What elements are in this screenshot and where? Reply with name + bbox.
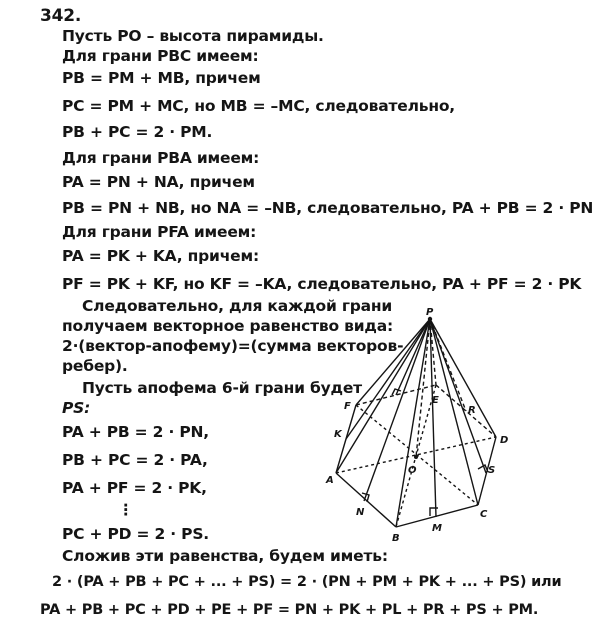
edge-ab bbox=[336, 473, 396, 527]
eq-result: PA + PB = 2 · PN bbox=[451, 199, 593, 217]
label-r: R bbox=[468, 405, 476, 416]
eq-row-7 bbox=[62, 274, 581, 294]
right-angle-m bbox=[430, 508, 438, 516]
label-d: D bbox=[500, 435, 509, 446]
eq-pb: PB = PM + MB, bbox=[62, 69, 191, 87]
edge-pd bbox=[430, 319, 496, 437]
eq-tail: следовательно, bbox=[315, 97, 455, 115]
eq-pc: PC = PM + MC, bbox=[62, 97, 190, 115]
para-line-2: получаем векторное равенство вида: bbox=[62, 317, 393, 335]
eq-row-5 bbox=[62, 198, 593, 218]
eq-pa2: PA = PK + KA, bbox=[62, 247, 183, 265]
eq-pf: PF = PK + KF, bbox=[62, 275, 179, 293]
eq-mid: но NA = –NB, bbox=[190, 199, 302, 217]
eq-mid: но MB = –MC, bbox=[194, 97, 311, 115]
para-line-3: 2·(вектор-апофему)=(сумма векторов- bbox=[62, 337, 404, 355]
sum-eq-2: PA + PB + PC + PD + PE + PF = PN + PK + PL + PR + PS + PM. bbox=[40, 602, 539, 618]
pyramid-edges bbox=[336, 319, 496, 527]
problem-number: 342. bbox=[40, 6, 82, 26]
label-b: B bbox=[392, 533, 400, 544]
label-s: S bbox=[488, 465, 496, 476]
eq-tail: причем bbox=[195, 69, 261, 87]
label-m: M bbox=[432, 523, 442, 534]
eq-pb2: PB = PN + NB, bbox=[62, 199, 186, 217]
eq-tail: причем: bbox=[187, 247, 259, 265]
list-eq-2: PB + PC = 2 · PA, bbox=[62, 451, 208, 469]
eq-mid: но KF = –KA, bbox=[183, 275, 293, 293]
para-line-7: Сложив эти равенства, будем иметь: bbox=[62, 547, 388, 565]
text-face-pba: Для грани PBA имеем: bbox=[62, 149, 260, 167]
label-e: E bbox=[432, 395, 439, 406]
eq-row-2 bbox=[62, 96, 455, 116]
label-c: C bbox=[480, 509, 488, 520]
edge-pb bbox=[396, 319, 430, 527]
eq-row-3: PB + PC = 2 · PM. bbox=[62, 123, 213, 141]
label-f: F bbox=[344, 401, 351, 412]
para-line-4: ребер). bbox=[62, 357, 128, 375]
para-line-6: PS: bbox=[62, 399, 91, 417]
eq-tail: следовательно, bbox=[307, 199, 447, 217]
text-line-height bbox=[62, 26, 324, 46]
apothem-pk bbox=[346, 319, 430, 439]
eq-row-1 bbox=[62, 68, 261, 88]
apothem-pl bbox=[396, 319, 430, 395]
text: Пусть PO – высота пирамиды. bbox=[62, 27, 324, 45]
list-eq-1: PA + PB = 2 · PN, bbox=[62, 423, 209, 441]
eq-row-4 bbox=[62, 172, 255, 192]
list-eq-4: PC + PD = 2 · PS. bbox=[62, 525, 209, 543]
label-o: O bbox=[408, 465, 417, 476]
sum-eq-1: 2 · (PA + PB + PC + ... + PS) = 2 · (PN + PM + PK + ... + PS) или bbox=[52, 574, 562, 590]
label-k: K bbox=[334, 429, 342, 440]
label-n: N bbox=[356, 507, 365, 518]
eq-row-6 bbox=[62, 246, 259, 266]
pyramid-figure bbox=[318, 305, 543, 550]
text-face-pbc: Для грани PBC имеем: bbox=[62, 47, 259, 65]
eq-result: PA + PF = 2 · PK bbox=[442, 275, 582, 293]
list-eq-3: PA + PF = 2 · PK, bbox=[62, 479, 207, 497]
text-face-pfa: Для грани PFA имеем: bbox=[62, 223, 257, 241]
label-a: A bbox=[326, 475, 334, 486]
eq-tail: причем bbox=[189, 173, 255, 191]
eq-pa: PA = PN + NA, bbox=[62, 173, 185, 191]
label-p: P bbox=[426, 307, 434, 318]
para-line-1: Следовательно, для каждой грани bbox=[82, 297, 393, 315]
vertical-ellipsis: ⋮ bbox=[118, 501, 134, 519]
para-line-5: Пусть апофема 6-й грани будет bbox=[82, 379, 362, 397]
edge-ed bbox=[436, 385, 496, 437]
eq-tail: следовательно, bbox=[297, 275, 437, 293]
